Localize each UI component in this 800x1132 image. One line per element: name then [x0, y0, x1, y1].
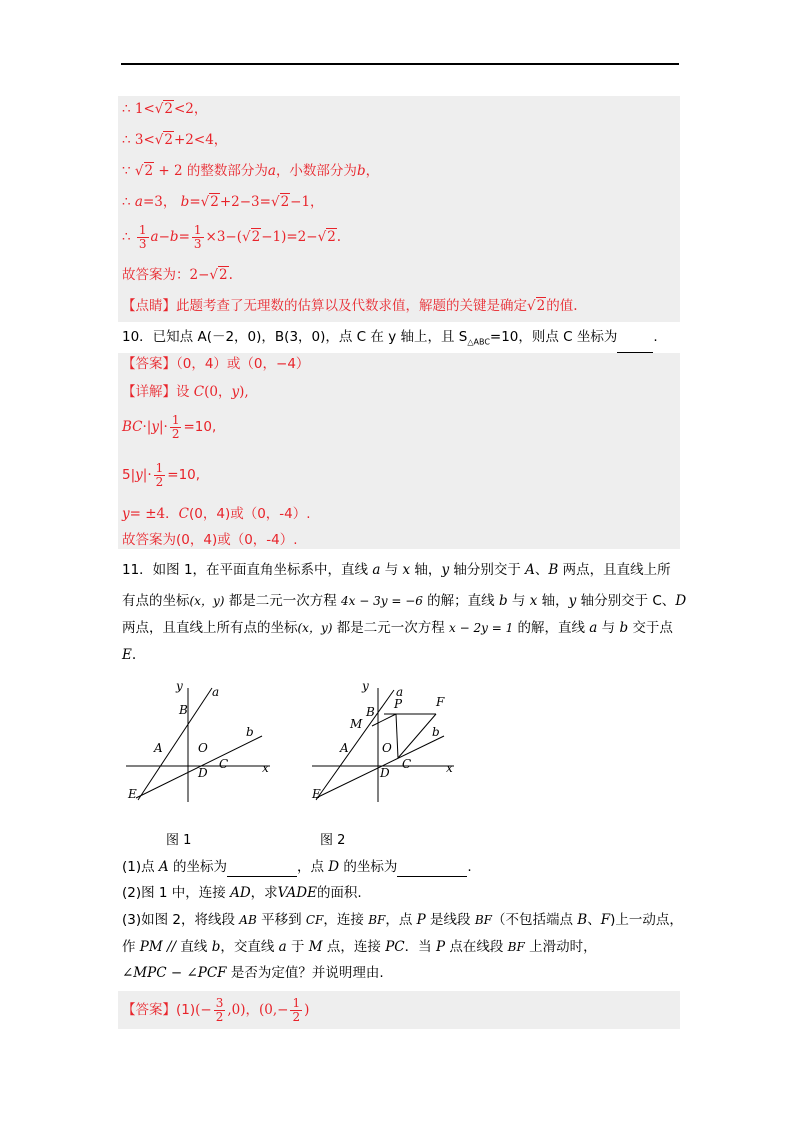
fig2-label-a: a	[396, 685, 404, 699]
fig2-label-C: C	[402, 757, 412, 771]
fig1-label-y: y	[176, 679, 183, 693]
fig2-segment-PC	[396, 714, 398, 758]
q11-answer-blank-A	[227, 876, 297, 877]
q11-stem-line-1: 11．如图 1，在平面直角坐标系中，直线 a 与 x 轴，y 轴分别交于 A、B 两点，且直线上所	[122, 562, 671, 578]
fig2-segment-CF	[398, 714, 436, 758]
q10-detail-2: BC·|y|· $\frac{1}{2}$ =10,	[122, 413, 217, 441]
q11-part-3-question: ∠MPC − ∠PCF 是否为定值？并说明理由.	[122, 965, 384, 981]
q10-stem: 10．已知点 A(－2，0)，B(3，0)，点 C 在 y 轴上，且 $S_{\triangle ABC}=10$，则点 C 坐标为 .	[122, 327, 658, 353]
fig2-label-B: B	[366, 705, 375, 719]
q11-part-3-cont: 作 PM // 直线 b，交直线 a 于 M 点，连接 PC．当 P 点在线段 BF 上滑动时，	[122, 939, 597, 955]
q11-answer: 【答案】(1)(− $\frac{3}{2}$ ,0)，(0,− $\frac{1}{2}$ )	[122, 996, 310, 1024]
q10-detail-3: 5|y|· $\frac{1}{2}$ =10,	[122, 461, 201, 489]
fig2-label-E: E	[312, 787, 321, 801]
fig1-label-D: D	[198, 766, 208, 780]
fig2-label-b: b	[432, 725, 440, 739]
q11-part-2: (2)图 1 中，连接 AD，求VADE的面积.	[122, 885, 362, 901]
q11-part-1: (1)点 A 的坐标为 ，点 D 的坐标为 .	[122, 859, 472, 875]
figure-1	[120, 676, 280, 806]
sol9-key-point: 【点睛】此题考查了无理数的估算以及代数求值，解题的关键是确定√2的值.	[122, 298, 578, 314]
fig1-label-E: E	[128, 787, 137, 801]
q11-answer-blank-D	[397, 876, 467, 877]
fig1-label-O: O	[198, 741, 208, 755]
fig1-label-C: C	[219, 757, 229, 771]
sol9-line-1: ∴ 1<√2<2，	[122, 101, 208, 117]
q10-answer: 【答案】（0，4）或（0，−4）	[122, 356, 310, 372]
sol9-line-6: 故答案为：2−√2.	[122, 267, 233, 283]
fig2-label-x: x	[446, 761, 453, 775]
fig1-label-x: x	[262, 761, 269, 775]
q11-part-3: (3)如图 2，将线段 AB 平移到 CF，连接 BF，点 P 是线段 BF（不包括端点 B、F)上一动点，	[122, 912, 683, 928]
header-rule	[121, 63, 679, 65]
sol9-line-3: ∵ √2 + 2 的整数部分为a，小数部分为b，	[122, 163, 380, 179]
fig1-label-B: B	[179, 703, 188, 717]
q11-stem-line-4: E.	[122, 647, 137, 663]
fig2-label-O: O	[382, 741, 392, 755]
fig2-label-M: M	[350, 717, 363, 731]
sol9-line-2: ∴ 3<√2+2<4，	[122, 132, 228, 148]
fig1-label-b: b	[246, 725, 254, 739]
fig2-label-D: D	[380, 766, 390, 780]
q11-stem-line-2: 有点的坐标(x，y) 都是二元一次方程 4x − 3y = −6 的解；直线 b 与 x 轴，y 轴分别交于 C、D	[122, 593, 687, 609]
fig1-label-A: A	[154, 741, 163, 755]
sol9-line-4: ∴ a=3， b=√2+2−3=√2−1，	[122, 194, 324, 210]
figure-1-caption: 图 1	[166, 833, 192, 848]
q10-detail-1: 【详解】设 C(0，y),	[122, 384, 249, 400]
figure-2-caption: 图 2	[320, 833, 346, 848]
fig2-label-F: F	[436, 695, 445, 709]
figure-2	[306, 676, 466, 806]
q11-stem-line-3: 两点，且直线上所有点的坐标(x，y) 都是二元一次方程 x − 2y = 1 的解，直线 a 与 b 交于点	[122, 620, 673, 636]
fig2-label-A: A	[340, 741, 349, 755]
q10-detail-4: y= ±4．C(0，4)或（0，-4）.	[122, 506, 311, 522]
q10-final-answer: 故答案为(0，4)或（0，-4）.	[122, 532, 298, 548]
fig2-label-y: y	[362, 679, 369, 693]
fig1-label-a: a	[212, 685, 220, 699]
sol9-line-5: ∴ $\frac{1}{3}$ a−b= $\frac{1}{3}$ ×3−(√2−1)=2−√2.	[122, 223, 342, 251]
fig2-label-P: P	[394, 697, 403, 711]
